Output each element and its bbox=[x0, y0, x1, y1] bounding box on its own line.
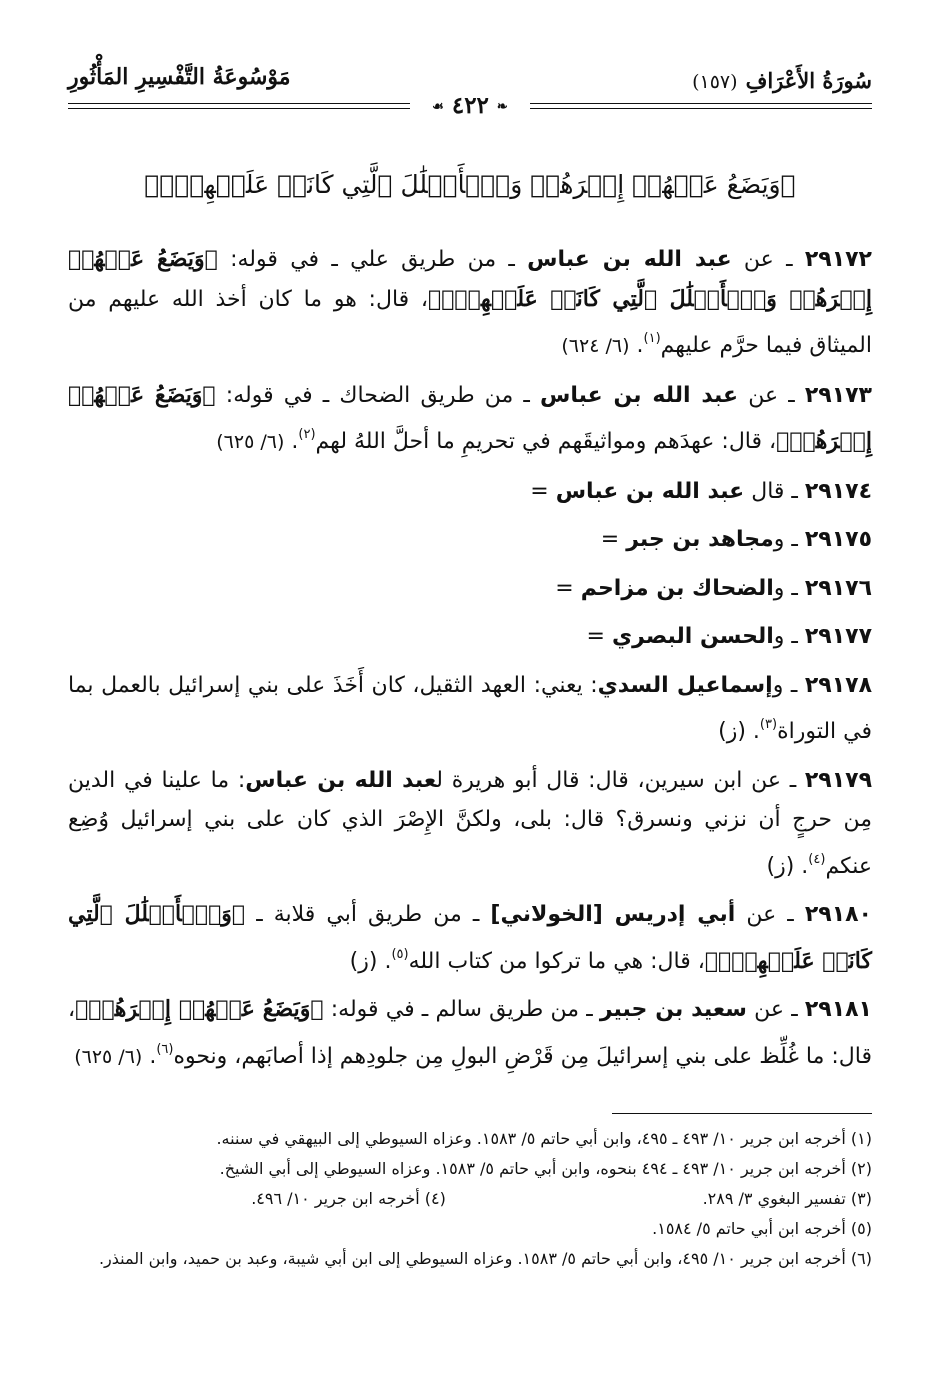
narrator-name: إسماعيل السدي bbox=[597, 672, 773, 698]
entry-number: ٢٩١٧٧ bbox=[804, 624, 872, 649]
entry-text: . (ز) bbox=[718, 719, 760, 744]
footnote-marker: (٦) bbox=[156, 1041, 174, 1057]
entry-text: = bbox=[600, 527, 627, 552]
narrator-name: عبد الله بن عباس bbox=[245, 767, 437, 793]
footnote-row bbox=[68, 1184, 872, 1214]
entry-text: ـ عن bbox=[731, 247, 805, 272]
footnote-1: (١) أخرجه ابن جرير ١٠/ ٤٩٣ ـ ٤٩٥، وابن أبي حاتم ٥/ ١٥٨٣. وعزاه السيوطي إلى البيهقي في سننه. bbox=[216, 1129, 872, 1148]
footnote-divider bbox=[612, 1113, 872, 1114]
entry-text: ـ من طريق أبي قلابة ـ bbox=[245, 902, 491, 927]
entry-text: ، قال: هو ما كان أخذ الله عليهم من الميثاق فيما حرَّم عليهم bbox=[68, 286, 872, 358]
entry-number: ٢٩١٧٣ bbox=[804, 382, 872, 408]
entry-number: ٢٩١٧٩ bbox=[804, 767, 872, 793]
page-number-text: ٤٢٢ bbox=[451, 92, 489, 119]
entry-text: ـ عن ابن سيرين، قال: قال أبو هريرة ل bbox=[436, 767, 805, 793]
entry-number: ٢٩١٧٨ bbox=[804, 672, 872, 698]
ornament-icon: ❧ bbox=[496, 99, 508, 115]
entry-29173 bbox=[68, 376, 872, 463]
entry-text: ـ من طريق علي ـ في قوله: bbox=[217, 247, 528, 272]
entry-text: ، قال: عهدَهم ومواثيقَهم في تحريمِ ما أحلَّ اللهُ لهم bbox=[315, 429, 777, 454]
narrator-name: سعيد بن جبير bbox=[599, 997, 747, 1022]
footnote-marker: (٣) bbox=[759, 717, 778, 732]
footnote-2: (٢) أخرجه ابن جرير ١٠/ ٤٩٣ ـ ٤٩٤ بنحوه، وابن أبي حاتم ٥/ ١٥٨٣. وعزاه السيوطي إلى أبي الشيخ. bbox=[219, 1159, 872, 1178]
entry-text: = bbox=[586, 624, 612, 649]
entries-list bbox=[68, 240, 872, 1086]
quran-quote: ﴿وَيَضَعُ عَنۡهُمۡ إِصۡرَهُمۡ وَٱلۡأَغۡلَٰلَ ٱلَّتِي كَانَتۡ عَلَيۡهِمۡۚ﴾ bbox=[68, 246, 872, 312]
surah-title bbox=[692, 68, 872, 93]
entry-29177 bbox=[68, 617, 872, 657]
footnote-marker: (٢) bbox=[298, 427, 316, 442]
quran-quote: ﴿وَيَضَعُ عَنۡهُمۡ إِصۡرَهُمۡ﴾ bbox=[68, 381, 872, 454]
entry-text: ـ و bbox=[772, 672, 805, 698]
narrator-name: عبد الله بن عباس bbox=[527, 247, 732, 272]
entry-text: . bbox=[629, 333, 644, 358]
entry-text: ـ عن bbox=[746, 997, 805, 1022]
narrator-name: عبد الله بن عباس bbox=[555, 478, 745, 504]
book-title: مَوْسُوعَةُ التَّفْسِيرِ المَأْثُورِ bbox=[68, 64, 291, 90]
entry-text: ، قال: هي ما تركوا من كتاب الله bbox=[408, 948, 705, 974]
quran-quote: ﴿وَيَضَعُ عَنۡهُمۡ إِصۡرَهُمۡ﴾ bbox=[75, 996, 324, 1022]
entry-number: ٢٩١٧٦ bbox=[804, 575, 872, 601]
footnote-3: (٣) تفسير البغوي ٣/ ٢٨٩. bbox=[702, 1189, 872, 1208]
entry-text: ـ و bbox=[773, 624, 805, 649]
verse-heading: ﴿وَيَضَعُ عَنۡهُمۡ إِصۡرَهُمۡ وَٱلۡأَغۡلَٰلَ ٱلَّتِي كَانَتۡ عَلَيۡهِمۡۚ﴾ bbox=[144, 170, 796, 199]
volume-reference: (٦/ ٦٢٥) bbox=[74, 1045, 143, 1068]
narrator-name: عبد الله بن عباس bbox=[540, 382, 739, 408]
entry-text: . bbox=[284, 429, 299, 454]
volume-reference: (٦/ ٦٢٥) bbox=[216, 431, 285, 453]
entry-text: ـ و bbox=[773, 575, 805, 601]
entry-text: ـ من طريق الضحاك ـ في قوله: bbox=[215, 382, 541, 408]
entry-29180 bbox=[68, 895, 872, 981]
entry-text: ـ عن bbox=[735, 902, 805, 927]
footnote-6: (٦) أخرجه ابن جرير ١٠/ ٤٩٥، وابن أبي حاتم ٥/ ١٥٨٣. وعزاه السيوطي إلى ابن أبي شيبة، وعبد بن حميد، وابن المنذر. bbox=[98, 1249, 872, 1268]
verse-number: (١٥٧) bbox=[692, 71, 738, 93]
page-number bbox=[410, 92, 530, 120]
entry-29181 bbox=[68, 990, 872, 1077]
entry-29176 bbox=[68, 569, 872, 609]
entry-number: ٢٩١٧٥ bbox=[804, 527, 872, 552]
entry-text: = bbox=[530, 478, 556, 504]
narrator-name: الحسن البصري bbox=[611, 624, 774, 649]
footnote-marker: (٥) bbox=[391, 946, 409, 962]
entry-number: ٢٩١٨٠ bbox=[804, 902, 872, 927]
entry-number: ٢٩١٧٢ bbox=[804, 247, 872, 272]
entry-number: ٢٩١٧٤ bbox=[804, 478, 872, 504]
entry-text: : ما علينا في الدين مِن حرجٍ أن نزني ونسرق؟ قال: بلى، ولكنَّ الإِصْرَ الذي كان على بني إسرائيل وُضِع عنكم bbox=[68, 767, 872, 879]
footnote-4: (٤) أخرجه ابن جرير ١٠/ ٤٩٦. bbox=[251, 1189, 446, 1208]
entry-text: . (ز) bbox=[766, 853, 809, 879]
footnote-marker: (٤) bbox=[808, 851, 826, 867]
entry-text: . bbox=[142, 1043, 157, 1069]
surah-name: سُورَةُ الأَعْرَافِ bbox=[745, 68, 872, 93]
volume-reference: (٦/ ٦٢٤) bbox=[561, 335, 630, 357]
footnote-5: (٥) أخرجه ابن أبي حاتم ٥/ ١٥٨٤. bbox=[652, 1219, 872, 1238]
entry-text: ـ قال bbox=[744, 478, 805, 504]
entry-29179 bbox=[68, 761, 872, 887]
entry-text: : يعني: العهد الثقيل، كان أَخَذَ على بني إسرائيل بالعمل بما في التوراة bbox=[68, 672, 872, 744]
entry-29178 bbox=[68, 666, 872, 752]
narrator-name: مجاهد بن جبر bbox=[626, 527, 774, 552]
footnotes bbox=[68, 1124, 872, 1274]
entry-29174 bbox=[68, 472, 872, 512]
footnote-marker: (١) bbox=[643, 331, 661, 346]
ornament-icon: ☙ bbox=[432, 99, 444, 115]
entry-text: ـ و bbox=[773, 527, 805, 552]
entry-text: . (ز) bbox=[349, 948, 392, 974]
entry-29172 bbox=[68, 240, 872, 367]
entry-text: = bbox=[555, 575, 581, 601]
entry-text: ـ عن bbox=[738, 382, 805, 408]
entry-number: ٢٩١٨١ bbox=[804, 997, 872, 1022]
entry-text: ، قال: ما غُلِّظ على بني إسرائيلَ مِن قَرْضِ البولِ مِن جلودِهم إذا أصابَهم، ونحوه bbox=[68, 997, 872, 1069]
narrator-name: أبي إدريس [الخولاني] bbox=[490, 902, 736, 927]
entry-29175 bbox=[68, 520, 872, 560]
narrator-name: الضحاك بن مزاحم bbox=[580, 575, 774, 601]
quran-quote: ﴿وَٱلۡأَغۡلَٰلَ ٱلَّتِي كَانَتۡ عَلَيۡهِمۡۚ﴾ bbox=[68, 901, 872, 974]
entry-text: ـ من طريق سالم ـ في قوله: bbox=[323, 997, 600, 1022]
